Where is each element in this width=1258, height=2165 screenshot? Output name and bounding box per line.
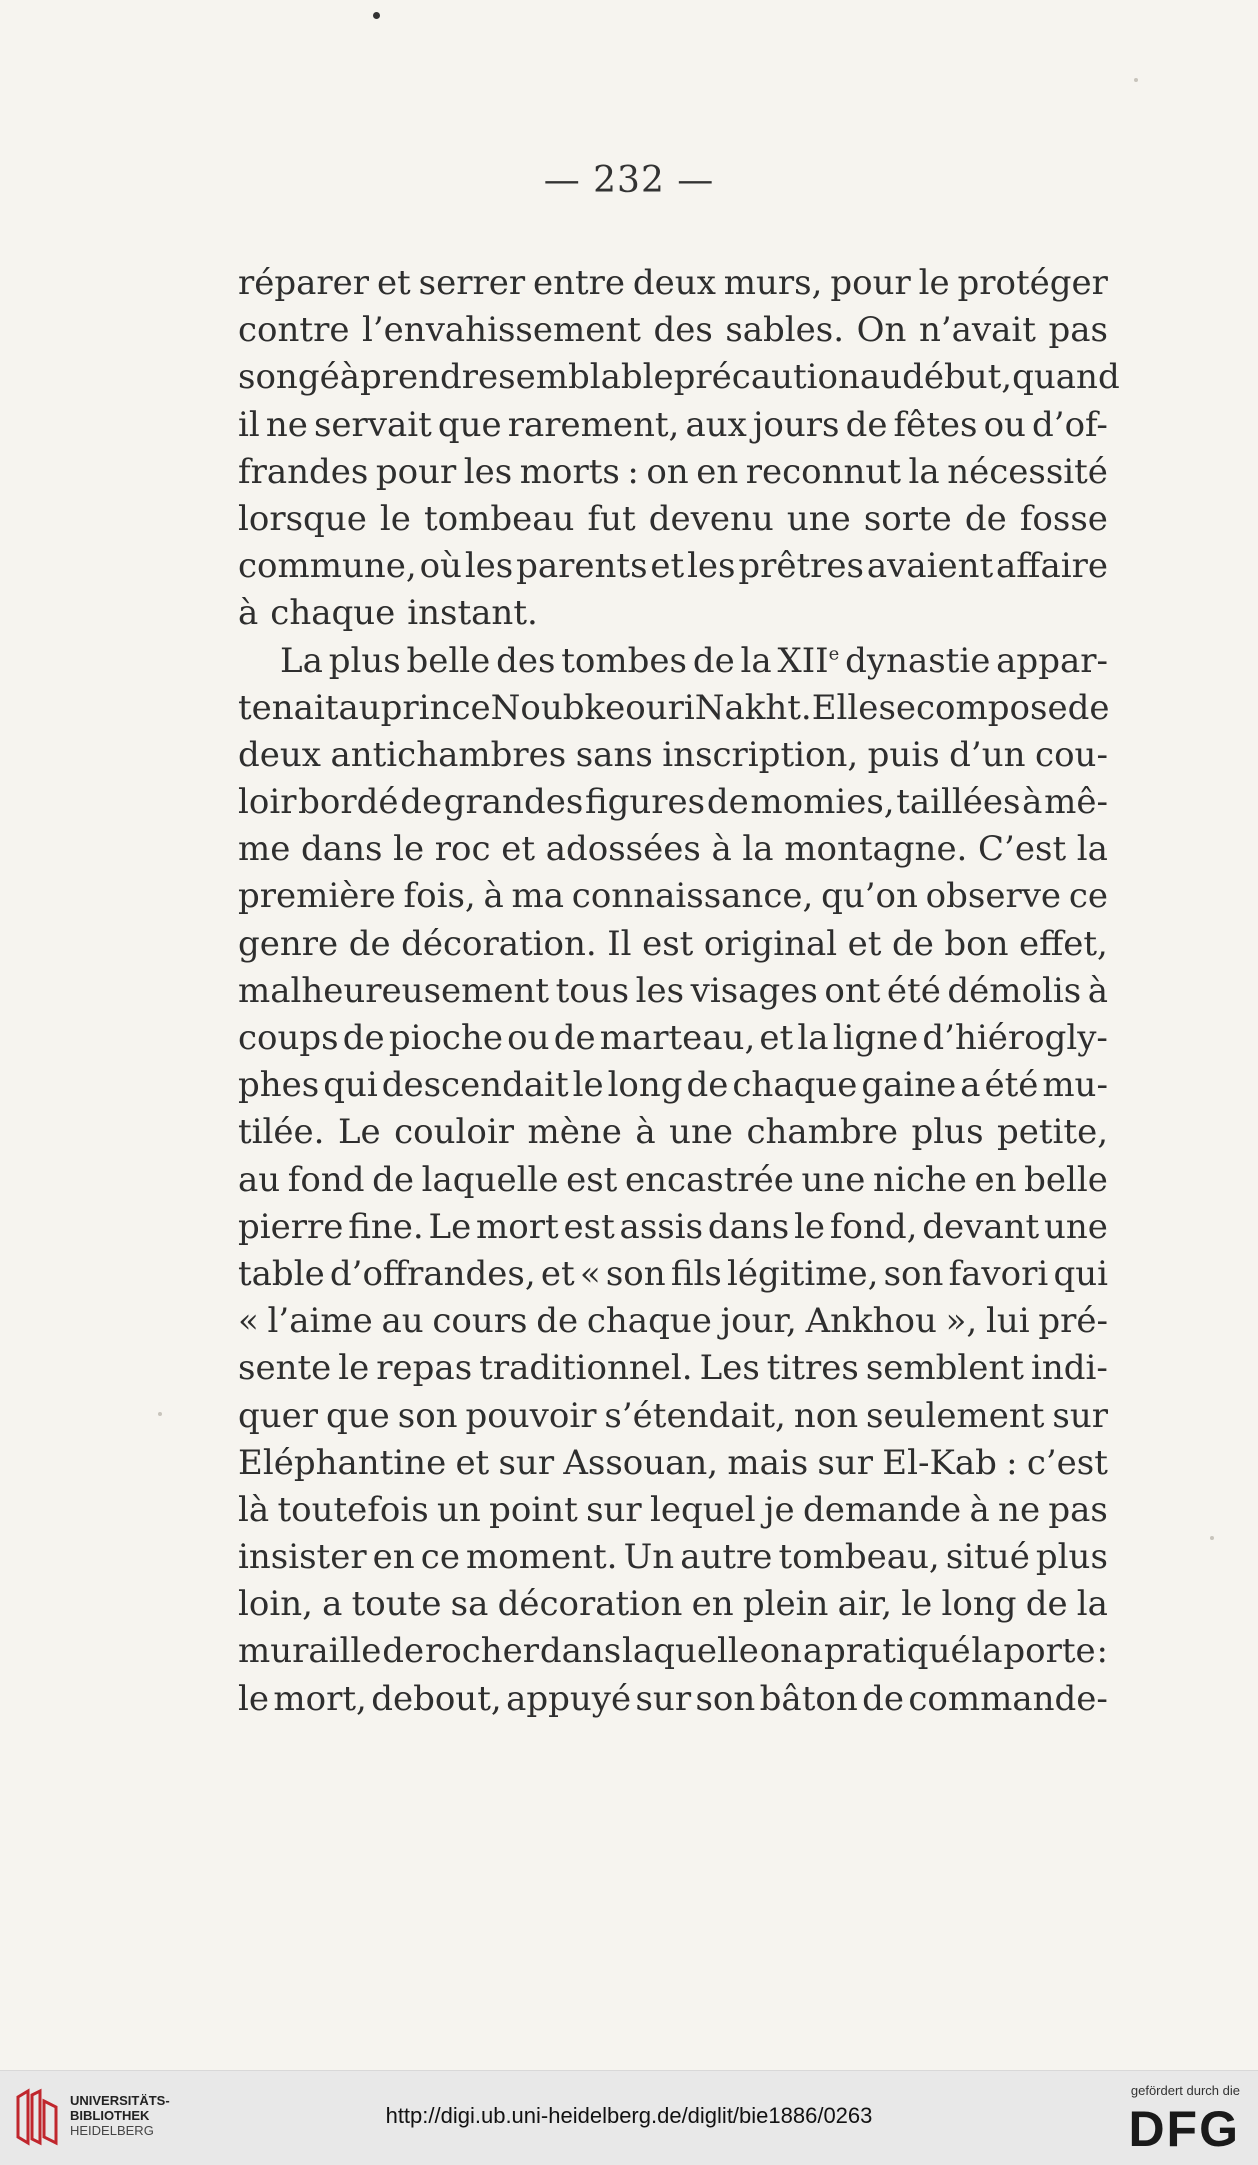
text-line: première fois, à ma connaissance, qu’on observe ce bbox=[238, 876, 1108, 917]
text-line: il ne servait que rarement, aux jours de fêtes ou d’of- bbox=[238, 404, 1108, 445]
text-line: deux antichambres sans inscription, puis d’un cou- bbox=[238, 734, 1108, 775]
text-line: muraille de rocher dans laquelle on a pratiqué la porte : bbox=[238, 1631, 1108, 1672]
text-line: malheureusement tous les visages ont été démolis à bbox=[238, 970, 1108, 1011]
text-line: phes qui descendait le long de chaque gaine a été mu- bbox=[238, 1065, 1108, 1106]
text-line: loin, a toute sa décoration en plein air, le long de la bbox=[238, 1584, 1108, 1625]
text-line: tenait au prince Noubkeouri Nakht. Elle se compose de bbox=[238, 687, 1110, 728]
text-line: tilée. Le couloir mène à une chambre plus petite, bbox=[238, 1112, 1108, 1153]
paper-speck bbox=[158, 1412, 162, 1416]
text-line: insister en ce moment. Un autre tombeau, situé plus bbox=[238, 1537, 1108, 1578]
text-line: réparer et serrer entre deux murs, pour le protéger bbox=[238, 263, 1108, 303]
footer-bar bbox=[0, 2070, 1258, 2165]
text-line: loir bordé de grandes figures de momies, taillées à mê- bbox=[238, 782, 1108, 823]
ink-dot bbox=[373, 12, 380, 19]
text-line: La plus belle des tombes de la XIIe dynastie appar- bbox=[280, 640, 1108, 681]
text-line: quer que son pouvoir s’étendait, non seulement sur bbox=[238, 1395, 1108, 1436]
text-line: à chaque instant. bbox=[238, 593, 538, 634]
text-line: pierre fine. Le mort est assis dans le fond, devant une bbox=[238, 1206, 1108, 1247]
institution-line-1: UNIVERSITÄTS- bbox=[70, 2093, 170, 2108]
text-line: genre de décoration. Il est original et de bon effet, bbox=[238, 923, 1108, 964]
page-number: — 232 — bbox=[543, 160, 715, 201]
text-line: table d’offrandes, et « son fils légitime, son favori qui bbox=[238, 1253, 1108, 1294]
text-line: au fond de laquelle est encastrée une niche en belle bbox=[238, 1159, 1108, 1200]
funding-caption: gefördert durch die bbox=[1130, 2083, 1240, 2098]
institution-line-3: HEIDELBERG bbox=[70, 2123, 154, 2138]
text-line: me dans le roc et adossées à la montagne. C’est la bbox=[238, 829, 1108, 870]
text-line: songé à prendre semblable précaution au début, quand bbox=[238, 357, 1120, 398]
body-text bbox=[238, 260, 1120, 1723]
dfg-logo: DFG bbox=[1128, 2101, 1240, 2157]
paper-speck bbox=[1210, 1536, 1214, 1540]
text-line: lorsque le tombeau fut devenu une sorte de fosse bbox=[238, 498, 1108, 539]
text-line: frandes pour les morts : on en reconnut la nécessité bbox=[238, 451, 1108, 492]
text-line: « l’aime au cours de chaque jour, Ankhou », lui pré- bbox=[238, 1301, 1108, 1342]
permalink-url[interactable]: http://digi.ub.uni-heidelberg.de/diglit/bie1886/0263 bbox=[385, 2103, 873, 2128]
institution-line-2: BIBLIOTHEK bbox=[70, 2108, 150, 2123]
text-line: le mort, debout, appuyé sur son bâton de commande- bbox=[238, 1678, 1108, 1719]
text-line: coups de pioche ou de marteau, et la ligne d’hiérogly- bbox=[238, 1018, 1108, 1058]
text-line: Eléphantine et sur Assouan, mais sur El-Kab : c’est bbox=[238, 1442, 1108, 1483]
paper-speck bbox=[1134, 78, 1138, 82]
text-line: sente le repas traditionnel. Les titres semblent indi- bbox=[238, 1348, 1108, 1389]
text-line: contre l’envahissement des sables. On n’avait pas bbox=[238, 310, 1108, 351]
text-line: là toutefois un point sur lequel je demande à ne pas bbox=[238, 1489, 1108, 1530]
text-line: commune, où les parents et les prêtres avaient affaire bbox=[238, 546, 1108, 587]
